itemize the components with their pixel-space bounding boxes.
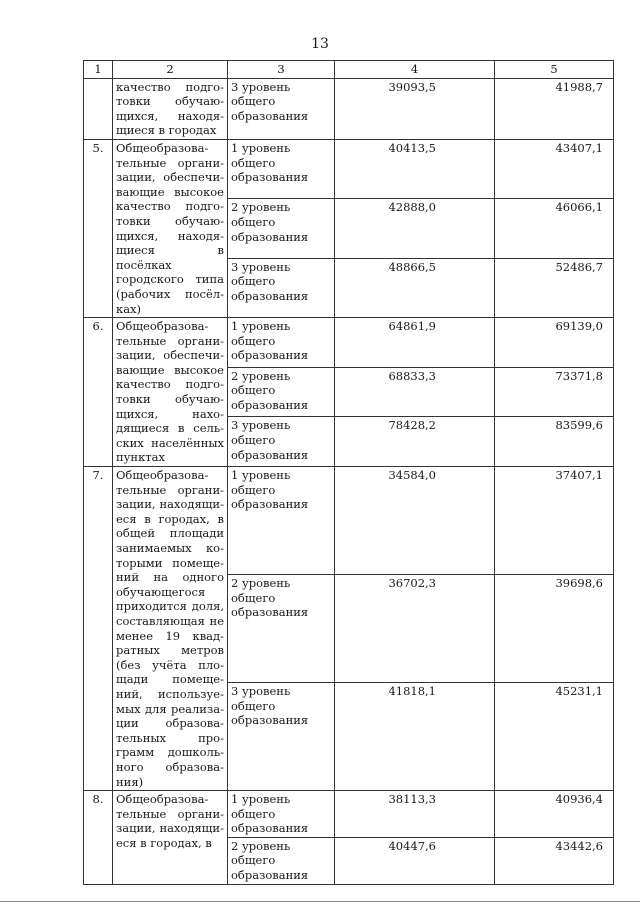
- value-col4: 36702,3: [335, 575, 495, 683]
- table-row: [84, 791, 614, 838]
- header-row: [84, 61, 614, 79]
- row-number: 8.: [84, 791, 113, 885]
- value-col5: 73371,8: [495, 367, 614, 417]
- education-level: 3 уровень общего образования: [228, 417, 335, 467]
- education-level: 2 уровень общего образования: [228, 367, 335, 417]
- value-col4: 68833,3: [335, 367, 495, 417]
- page-number: 13: [311, 36, 329, 52]
- education-level: 3 уровень общего образования: [228, 258, 335, 317]
- value-col5: 39698,6: [495, 575, 614, 683]
- education-level: 1 уровень общего образования: [228, 467, 335, 575]
- value-col4: 41818,1: [335, 683, 495, 791]
- value-col5: 37407,1: [495, 467, 614, 575]
- value-col5: 46066,1: [495, 199, 614, 258]
- column-header: 1: [84, 61, 113, 79]
- organization-type: качество подготовки обучающихся, находящиеся в городах: [113, 78, 228, 139]
- scan-edge-line: [0, 901, 640, 902]
- organization-type: Общеобразовательные организации, обеспечивающие высокое качество подготовки обучающихся, находящиеся в сельских населённых пунктах: [113, 318, 228, 467]
- row-number: 5.: [84, 139, 113, 317]
- value-col4: 38113,3: [335, 791, 495, 838]
- row-number: 6.: [84, 318, 113, 467]
- column-header: 4: [335, 61, 495, 79]
- organization-type: Общеобразовательные организации, обеспечивающие высокое качество подготовки обучающихся, находящиеся в посёлках городского типа (рабочих посёлках): [113, 139, 228, 317]
- value-col4: 42888,0: [335, 199, 495, 258]
- education-level: 1 уровень общего образования: [228, 318, 335, 368]
- value-col4: 64861,9: [335, 318, 495, 368]
- education-level: 1 уровень общего образования: [228, 139, 335, 198]
- table-row: [84, 467, 614, 575]
- value-col5: 83599,6: [495, 417, 614, 467]
- value-col5: 69139,0: [495, 318, 614, 368]
- education-level: 2 уровень общего образования: [228, 199, 335, 258]
- value-col5: 43407,1: [495, 139, 614, 198]
- value-col5: 45231,1: [495, 683, 614, 791]
- education-level: 3 уровень общего образования: [228, 683, 335, 791]
- row-number: 7.: [84, 467, 113, 791]
- value-col4: 48866,5: [335, 258, 495, 317]
- column-header: 2: [113, 61, 228, 79]
- value-col5: 52486,7: [495, 258, 614, 317]
- value-col4: 39093,5: [335, 78, 495, 139]
- table-row: [84, 78, 614, 139]
- education-level: 1 уровень общего образования: [228, 791, 335, 838]
- value-col5: 41988,7: [495, 78, 614, 139]
- value-col4: 34584,0: [335, 467, 495, 575]
- table-row: [84, 139, 614, 198]
- organization-type: Общеобразовательные организации, находящиеся в городах, в общей площади занимаемых которыми помещений на одного обучающегося приходится доля, составляющая не менее 19 квадратных метров (без учёта площади помещений, используемых для реализации образовательных программ дошкольного образования): [113, 467, 228, 791]
- organization-type: Общеобразовательные организации, находящиеся в городах, в: [113, 791, 228, 885]
- tariff-table: [83, 60, 614, 885]
- table-row: [84, 318, 614, 368]
- education-level: 3 уровень общего образования: [228, 78, 335, 139]
- column-header: 5: [495, 61, 614, 79]
- row-number: [84, 78, 113, 139]
- education-level: 2 уровень общего образования: [228, 837, 335, 884]
- value-col4: 40413,5: [335, 139, 495, 198]
- value-col4: 78428,2: [335, 417, 495, 467]
- column-header: 3: [228, 61, 335, 79]
- education-level: 2 уровень общего образования: [228, 575, 335, 683]
- value-col5: 40936,4: [495, 791, 614, 838]
- value-col5: 43442,6: [495, 837, 614, 884]
- value-col4: 40447,6: [335, 837, 495, 884]
